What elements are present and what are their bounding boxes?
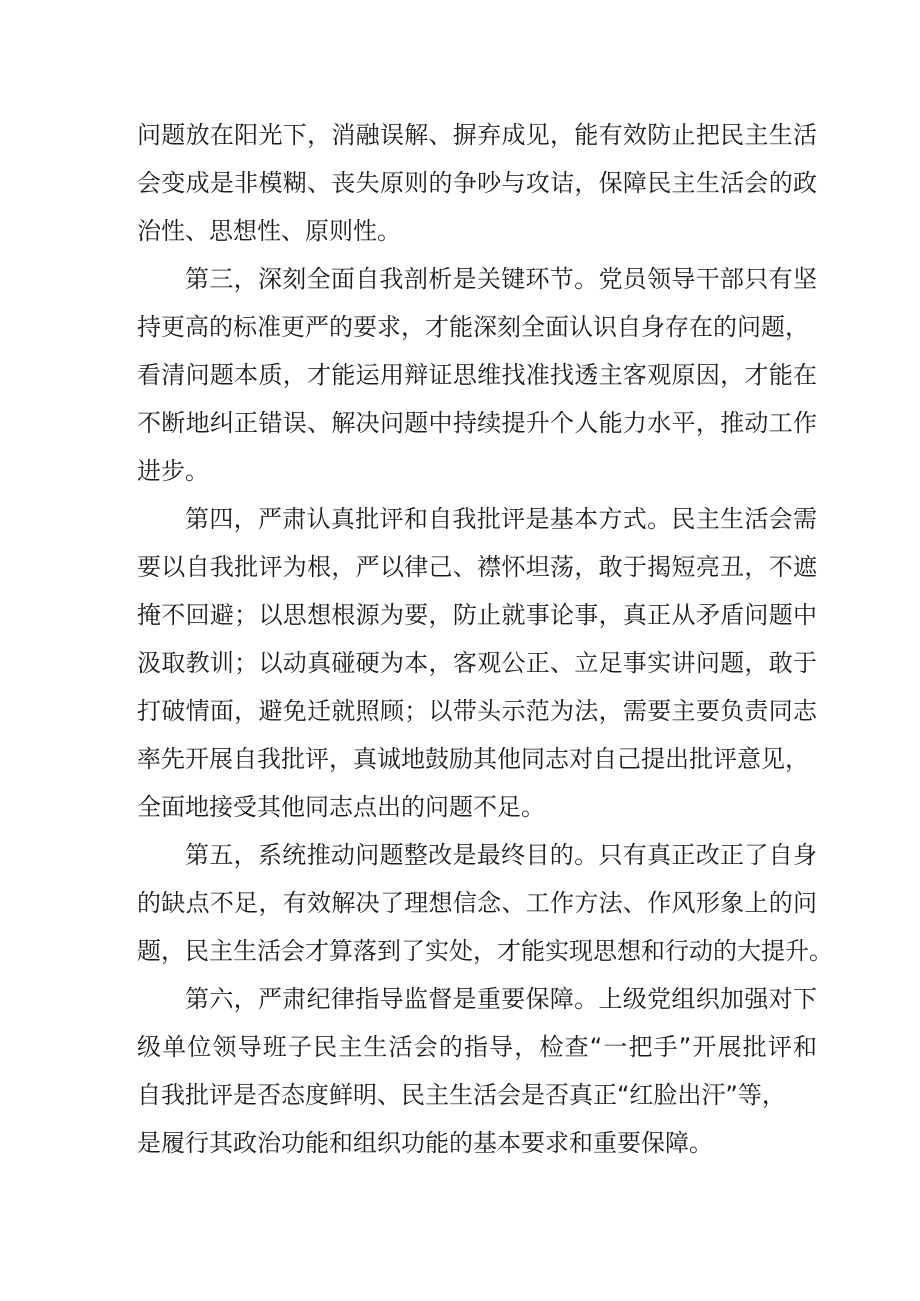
text-line: 要以自我批评为根，严以律己、襟怀坦荡，敢于揭短亮丑，不遮 — [137, 553, 817, 581]
text-line: 是履行其政治功能和组织功能的基本要求和重要保障。 — [137, 1129, 713, 1157]
text-line: 第三，深刻全面自我剖析是关键环节。党员领导干部只有坚 — [185, 265, 817, 293]
text-line: 第六，严肃纪律指导监督是重要保障。上级党组织加强对下 — [185, 985, 817, 1013]
text-line: 全面地接受其他同志点出的问题不足。 — [137, 793, 545, 821]
text-line: 题，民主生活会才算落到了实处，才能实现思想和行动的大提升。 — [137, 937, 833, 965]
text-line: 掩不回避；以思想根源为要，防止就事论事，真正从矛盾问题中 — [137, 601, 817, 629]
text-line: 不断地纠正错误、解决问题中持续提升个人能力水平，推动工作 — [137, 409, 817, 437]
text-line: 治性、思想性、原则性。 — [137, 217, 401, 245]
text-line: 汲取教训；以动真碰硬为本，客观公正、立足事实讲问题，敢于 — [137, 649, 817, 677]
paragraph-sixth-point — [137, 975, 817, 1167]
text-line: 进步。 — [137, 457, 209, 485]
text-line: 打破情面，避免迁就照顾；以带头示范为法，需要主要负责同志 — [137, 697, 817, 725]
document-body — [137, 111, 833, 1167]
text-line: 会变成是非模糊、丧失原则的争吵与攻诘，保障民主生活会的政 — [137, 169, 817, 197]
paragraph-fourth-point — [137, 495, 817, 831]
text-line: 问题放在阳光下，消融误解、摒弃成见，能有效防止把民主生活 — [137, 121, 817, 149]
paragraph-fifth-point — [137, 831, 833, 975]
text-line: 级单位领导班子民主生活会的指导，检查“一把手”开展批评和 — [137, 1033, 817, 1061]
text-line: 看清问题本质，才能运用辩证思维找准找透主客观原因，才能在 — [137, 361, 817, 389]
text-line: 自我批评是否态度鲜明、民主生活会是否真正“红脸出汗”等， — [137, 1081, 786, 1109]
text-line: 第五，系统推动问题整改是最终目的。只有真正改正了自身 — [185, 841, 817, 869]
text-line: 率先开展自我批评，真诚地鼓励其他同志对自己提出批评意见， — [137, 745, 809, 773]
text-line: 第四，严肃认真批评和自我批评是基本方式。民主生活会需 — [185, 505, 817, 533]
text-line: 的缺点不足，有效解决了理想信念、工作方法、作风形象上的问 — [137, 889, 817, 917]
text-line: 持更高的标准更严的要求，才能深刻全面认识自身存在的问题， — [137, 313, 809, 341]
paragraph-continued — [137, 111, 817, 255]
paragraph-third-point — [137, 255, 817, 495]
